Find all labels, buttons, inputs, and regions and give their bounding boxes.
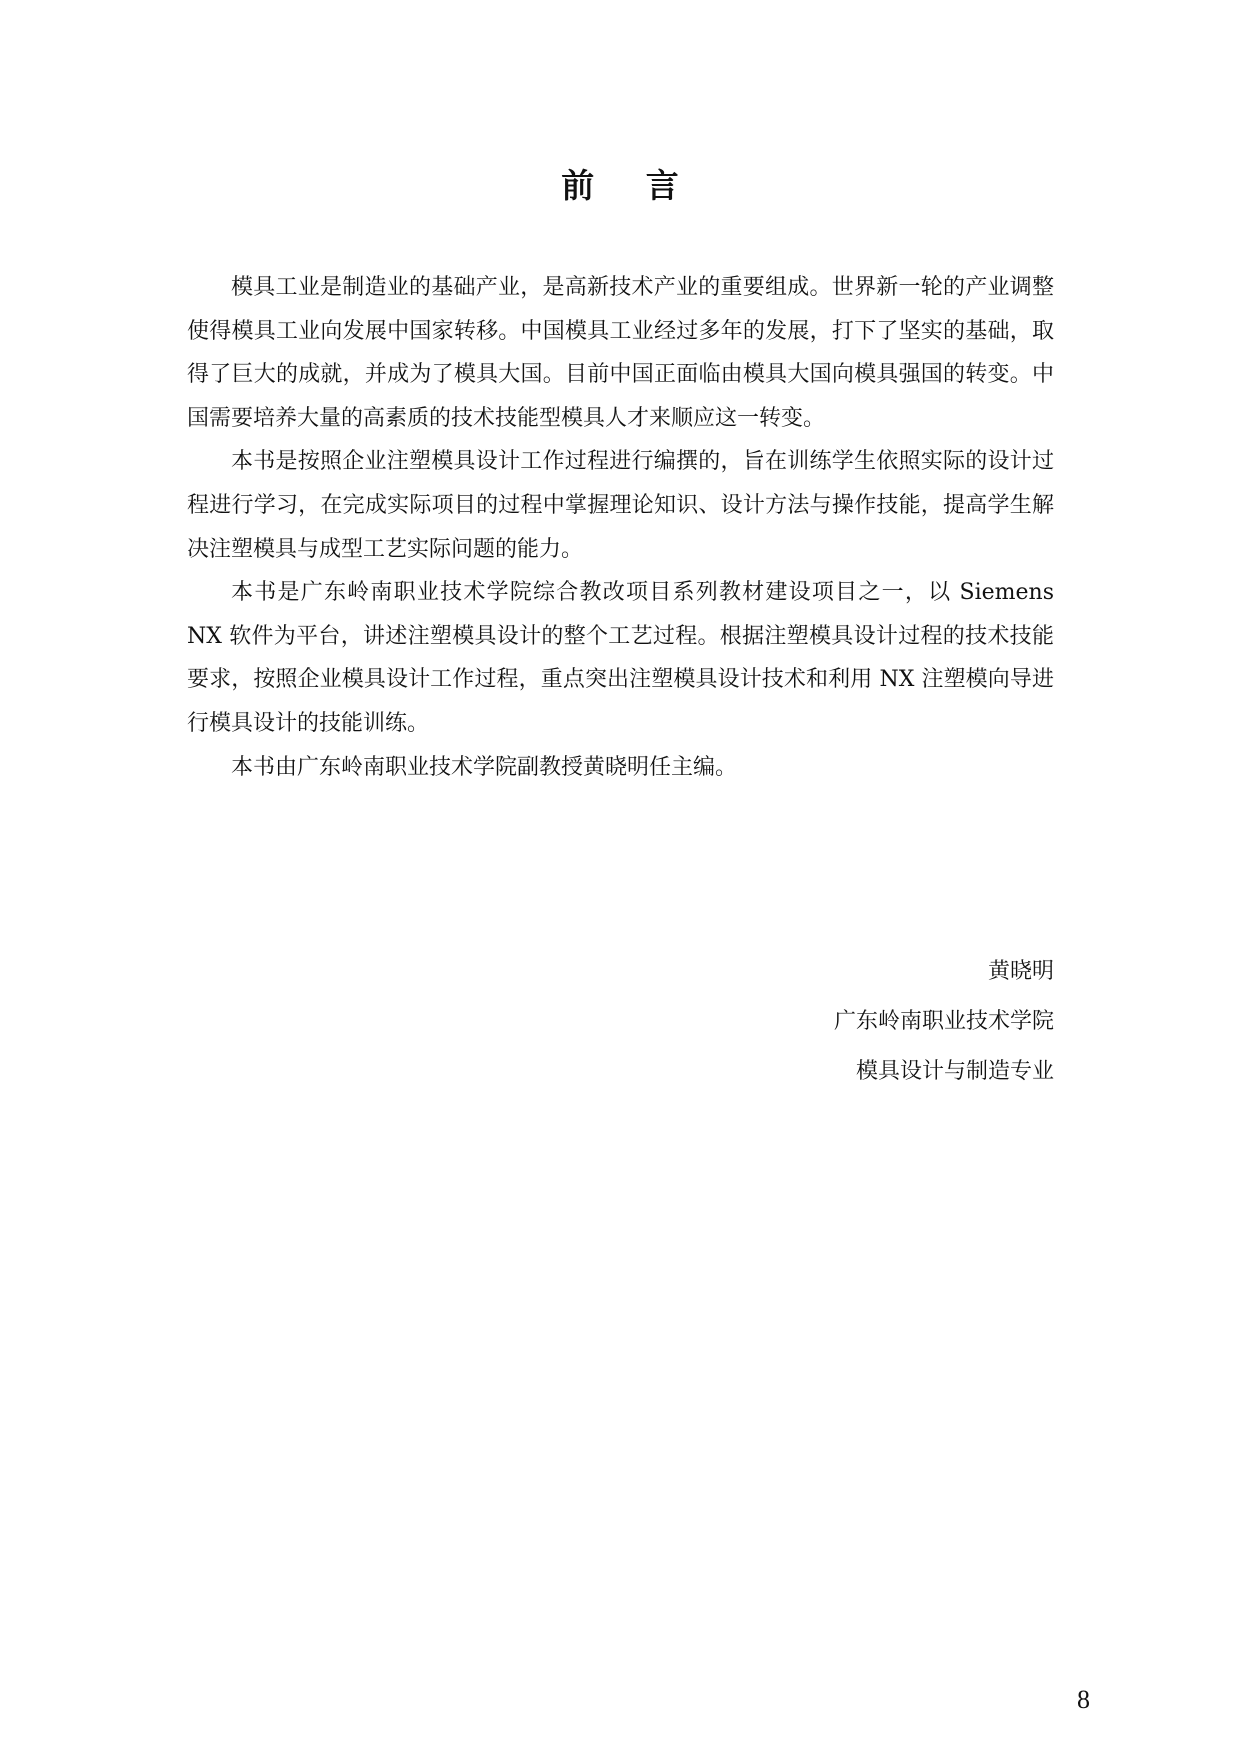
signature-author: 黄晓明 <box>987 959 1054 984</box>
signature-institution: 广东岭南职业技术学院 <box>833 1009 1054 1034</box>
paragraph-4: 本书由广东岭南职业技术学院副教授黄晓明任主编。 <box>231 754 738 780</box>
paragraph-2: 本书是按照企业注塑模具设计工作过程进行编撰的，旨在训练学生依照实际的设计过程进行学习，在完成实际项目的过程中掌握理论知识、设计方法与操作技能，提高学生解决注塑模具与成型工艺实际问题的能力。 <box>187 449 1054 562</box>
paragraph-1: 模具工业是制造业的基础产业，是高新技术产业的重要组成。世界新一轮的产业调整使得模具工业向发展中国家转移。中国模具工业经过多年的发展，打下了坚实的基础，取得了巨大的成就，并成为了模具大国。目前中国正面临由模具大国向模具强国的转变。中国需要培养大量的高素质的技术技能型模具人才来顺应这一转变。 <box>187 275 1054 431</box>
preface-body <box>187 266 1054 789</box>
signature-department: 模具设计与制造专业 <box>855 1059 1054 1084</box>
page-title: 前 言 <box>561 166 699 205</box>
paragraph-3: 本书是广东岭南职业技术学院综合教改项目系列教材建设项目之一，以 Siemens NX 软件为平台，讲述注塑模具设计的整个工艺过程。根据注塑模具设计过程的技术技能要求，按照企业模具设计工作过程，重点突出注塑模具设计技术和利用 NX 注塑模向导进行模具设计的技能训练。 <box>187 580 1054 736</box>
signature-block <box>834 947 1054 1097</box>
page-number: 8 <box>1077 1685 1090 1714</box>
